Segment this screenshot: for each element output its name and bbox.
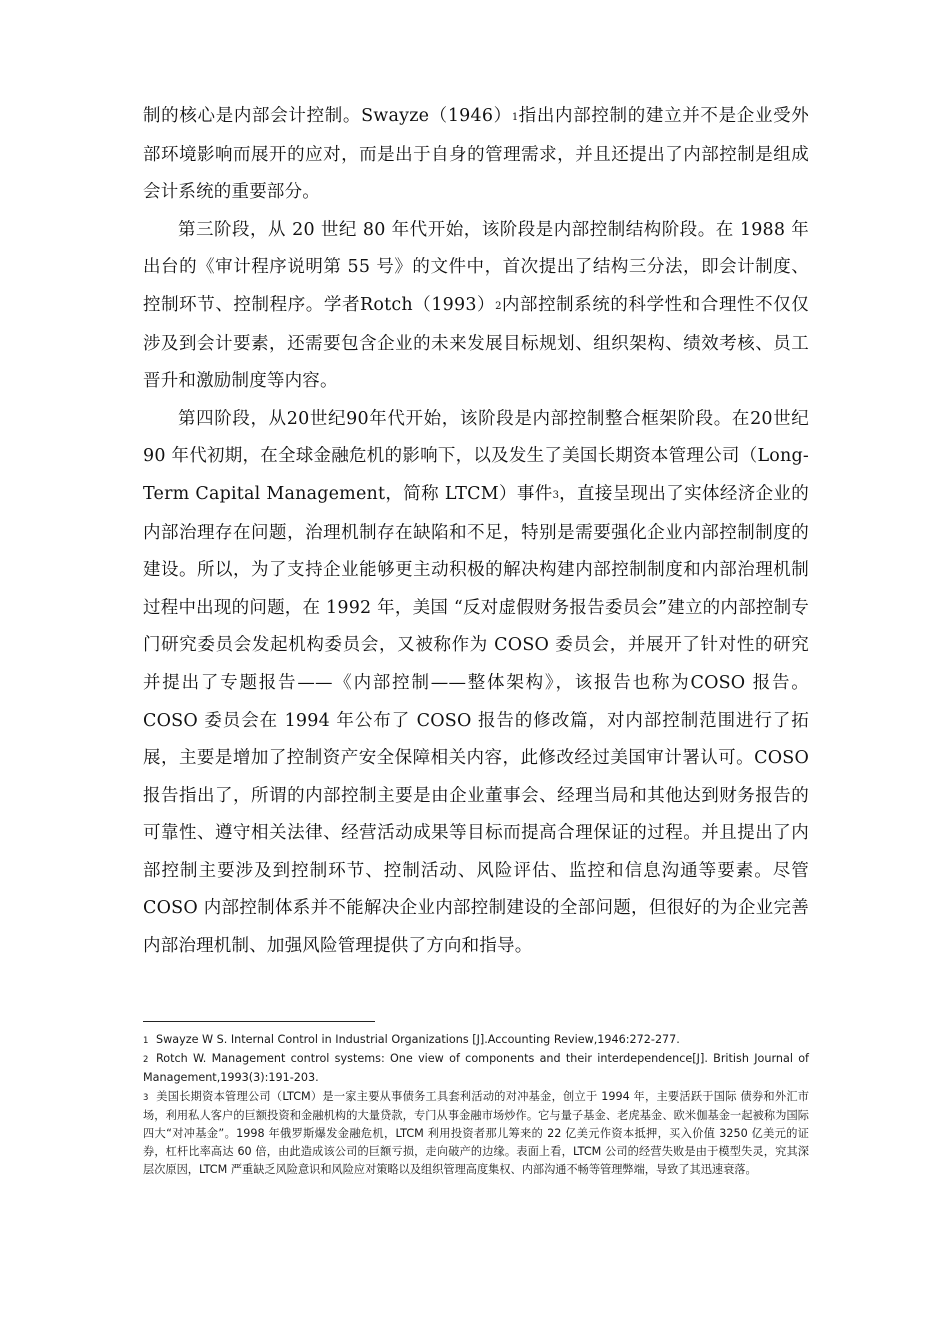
paragraph-1 <box>143 98 809 212</box>
paragraph-2-text-a: 第三阶段，从 20 世纪 80 年代开始，该阶段是内部控制结构阶段。在 1988 年出台的《审计程序说明第 55 号》的文件中，首次提出了结构三分法，即会计制度、控制环节、控制程序。学者Rotch（1993） <box>143 219 809 315</box>
footnote-ref-3[interactable]: 3 <box>552 489 559 501</box>
footnote-text: Swayze W S. Internal Control in Industrial Organizations [J].Accounting Review,1946:272-277. <box>156 1033 680 1046</box>
footnote-divider <box>143 1021 375 1022</box>
document-body <box>143 98 809 966</box>
footnotes-section <box>143 1031 809 1180</box>
footnote-1 <box>143 1031 809 1050</box>
footnote-text: 美国长期资本管理公司（LTCM）是一家主要从事债务工具套利活动的对冲基金，创立于 1994 年，主要活跃于国际 债券和外汇市场，利用私人客户的巨额投资和金融机构的大量贷款，专门从事金融市场炒作。它与量子基金、老虎基金、欧米伽基金一起被称为国际四大“对冲基金”。1998 年俄罗斯爆发金融危机，LTCM 利用投资者那儿筹来的 22 亿美元作资本抵押，买入价值 3250 亿美元的证券，杠杆比率高达 60 倍，由此造成该公司的巨额亏损，走向破产的边缘。表面上看，LTCM 公司的经营失败是由于模型失灵，究其深层次原因，LTCM 严重缺乏风险意识和风险应对策略以及组织管理高度集权、内部沟通不畅等管理弊端，导致了其迅速衰落。 <box>143 1089 809 1177</box>
paragraph-1-text-b: 指出内部控制的建立并不是企业受外部环境影响而展开的应对，而是出于自身的管理需求，并且还提出了内部控制是组成会计系统的重要部分。 <box>143 106 809 203</box>
footnote-ref-1[interactable]: 1 <box>511 112 519 123</box>
paragraph-2 <box>143 212 809 401</box>
footnote-ref-2[interactable]: 2 <box>495 300 502 312</box>
footnote-2 <box>143 1050 809 1087</box>
footnote-number: 1 <box>143 1036 149 1046</box>
paragraph-3 <box>143 401 809 966</box>
paragraph-3-text-a: 第四阶段，从20世纪90年代开始，该阶段是内部控制整合框架阶段。在20世纪 90 年代初期，在全球金融危机的影响下，以及发生了美国长期资本管理公司（Long-Term Capital Management，简称 LTCM）事件 <box>143 408 809 504</box>
footnote-number: 2 <box>143 1055 149 1066</box>
footnote-number: 3 <box>143 1092 149 1103</box>
footnote-3 <box>143 1088 809 1180</box>
footnote-text: Rotch W. Management control systems: One view of components and their interdependence[J]. British Journal of Management,1993(3):191-203. <box>143 1052 809 1085</box>
paragraph-1-text-a: 制的核心是内部会计控制。Swayze（1946） <box>143 106 512 126</box>
paragraph-3-text-b: ，直接呈现出了实体经济企业的内部治理存在问题，治理机制存在缺陷和不足，特别是需要强化企业内部控制制度的建设。所以，为了支持企业能够更主动积极的解决构建内部控制制度和内部治理机制过程中出现的问题，在 1992 年，美国 “反对虚假财务报告委员会”建立的内部控制专门研究委员会发起机构委员会，又被称作为 COSO 委员会，并展开了针对性的研究并提出了专题报告——《内部控制——整体架构》，该报告也称为COSO 报告。COSO 委员会在 1994 年公布了 COSO 报告的修改篇，对内部控制范围进行了拓展，主要是增加了控制资产安全保障相关内容，此修改经过美国审计署认可。COSO 报告指出了，所谓的内部控制主要是由企业董事会、经理当局和其他达到财务报告的可靠性、遵守相关法律、经营活动成果等目标而提高合理保证的过程。并且提出了内部控制主要涉及到控制环节、控制活动、风险评估、监控和信息沟通等要素。尽管 COSO 内部控制体系并不能解决企业内部控制建设的全部问题，但很好的为企业完善内部治理机制、加强风险管理提供了方向和指导。 <box>143 483 809 957</box>
paragraph-2-text-b: 内部控制系统的科学性和合理性不仅仅涉及到会计要素，还需要包含企业的未来发展目标规划、组织架构、绩效考核、员工晋升和激励制度等内容。 <box>143 294 809 392</box>
